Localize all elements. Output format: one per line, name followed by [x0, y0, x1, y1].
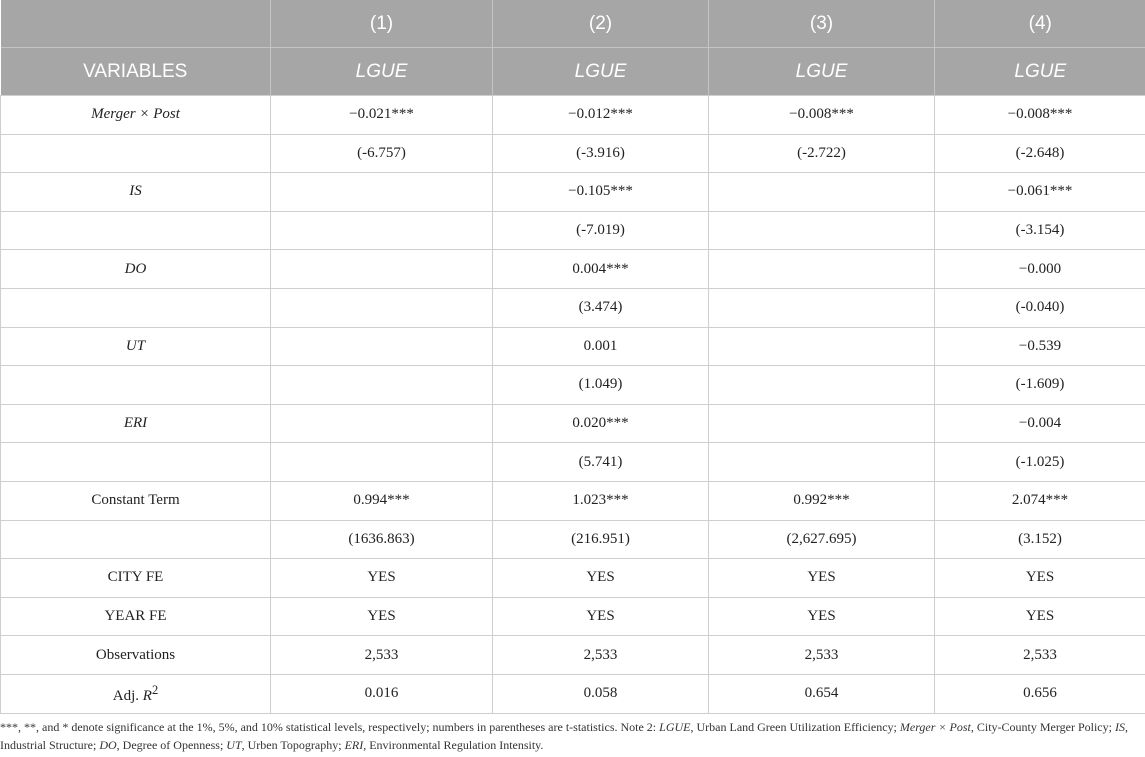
header-row-model-numbers	[1, 0, 1145, 48]
table-cell: YES	[271, 559, 493, 598]
table-cell: −0.008***	[935, 96, 1145, 135]
table-cell: (-1.609)	[935, 366, 1145, 405]
table-cell: −0.004	[935, 404, 1145, 443]
table-cell: 2,533	[935, 636, 1145, 675]
table-cell: −0.061***	[935, 173, 1145, 212]
note-text: , Degree of Openness;	[116, 738, 227, 752]
variables-label: VARIABLES	[1, 48, 271, 96]
table-cell	[709, 366, 935, 405]
dependent-variable-1: LGUE	[271, 48, 493, 96]
table-cell: −0.105***	[493, 173, 709, 212]
table-row	[1, 520, 1145, 559]
note-term: IS	[1114, 720, 1125, 734]
adj-r2-prefix: Adj.	[112, 687, 143, 704]
table-cell	[709, 288, 935, 327]
table-cell: (-6.757)	[271, 134, 493, 173]
note-term: Merger × Post	[899, 720, 971, 734]
row-label	[1, 520, 271, 559]
table-cell: (-2.648)	[935, 134, 1145, 173]
table-cell: YES	[935, 559, 1145, 598]
dependent-variable-2: LGUE	[493, 48, 709, 96]
row-label: DO	[1, 250, 271, 289]
header-row-dependent-variables	[1, 48, 1145, 96]
table-cell: YES	[493, 559, 709, 598]
table-row	[1, 96, 1145, 135]
table-cell: (-3.154)	[935, 211, 1145, 250]
table-cell	[271, 366, 493, 405]
adj-r2-superscript: 2	[151, 682, 159, 697]
table-cell	[271, 173, 493, 212]
table-row	[1, 173, 1145, 212]
table-cell	[271, 327, 493, 366]
note-text: ***, **, and * denote significance at the 1%, 5%, and 10% statistical levels, respectively; numbers in parentheses are t-statistics. Note 2:	[0, 720, 660, 734]
table-cell: 2,533	[271, 636, 493, 675]
table-cell	[709, 443, 935, 482]
table-cell	[709, 327, 935, 366]
row-label	[1, 366, 271, 405]
table-cell: −0.539	[935, 327, 1145, 366]
column-number-1: (1)	[271, 0, 493, 48]
table-cell: (1636.863)	[271, 520, 493, 559]
table-cell: YES	[493, 597, 709, 636]
header-empty-cell	[1, 0, 271, 48]
table-cell: −0.000	[935, 250, 1145, 289]
table-cell: (3.474)	[493, 288, 709, 327]
table-row	[1, 481, 1145, 520]
table-cell: (-0.040)	[935, 288, 1145, 327]
table-cell: (5.741)	[493, 443, 709, 482]
table-cell	[271, 443, 493, 482]
table-row	[1, 559, 1145, 598]
row-label	[1, 211, 271, 250]
table-cell	[271, 211, 493, 250]
table-cell: −0.012***	[493, 96, 709, 135]
table-cell: 0.992***	[709, 481, 935, 520]
table-row	[1, 211, 1145, 250]
table-cell	[709, 211, 935, 250]
row-label: Observations	[1, 636, 271, 675]
table-cell	[709, 250, 935, 289]
table-cell: (-3.916)	[493, 134, 709, 173]
table-cell: 0.020***	[493, 404, 709, 443]
table-cell: 0.058	[493, 674, 709, 713]
table-cell: YES	[709, 597, 935, 636]
row-label: IS	[1, 173, 271, 212]
table-row	[1, 366, 1145, 405]
table-row	[1, 250, 1145, 289]
table-cell: 0.994***	[271, 481, 493, 520]
row-label	[1, 443, 271, 482]
table-cell: YES	[271, 597, 493, 636]
note-text: , Urban Land Green Utilization Efficiency;	[690, 720, 900, 734]
table-cell: (3.152)	[935, 520, 1145, 559]
table-cell: 2.074***	[935, 481, 1145, 520]
note-term: UT	[226, 738, 242, 752]
table-cell: (216.951)	[493, 520, 709, 559]
table-cell	[271, 404, 493, 443]
table-cell: 0.656	[935, 674, 1145, 713]
note-term: LGUE	[659, 720, 691, 734]
table-cell	[271, 250, 493, 289]
row-label	[1, 288, 271, 327]
column-number-2: (2)	[493, 0, 709, 48]
table-cell	[271, 288, 493, 327]
table-row	[1, 134, 1145, 173]
row-label: ERI	[1, 404, 271, 443]
note-term: DO	[99, 738, 117, 752]
table-row	[1, 443, 1145, 482]
table-cell: (2,627.695)	[709, 520, 935, 559]
table-cell: 0.654	[709, 674, 935, 713]
note-text: , Environmental Regulation Intensity.	[363, 738, 544, 752]
table-cell: 0.004***	[493, 250, 709, 289]
table-row	[1, 597, 1145, 636]
table-body	[1, 96, 1145, 714]
row-label: Merger × Post	[1, 96, 271, 135]
row-label	[1, 134, 271, 173]
table-row-adj-r2	[1, 674, 1145, 713]
dependent-variable-4: LGUE	[935, 48, 1145, 96]
note-term: ERI	[344, 738, 364, 752]
row-label: YEAR FE	[1, 597, 271, 636]
table-row	[1, 327, 1145, 366]
table-cell: 0.001	[493, 327, 709, 366]
column-number-3: (3)	[709, 0, 935, 48]
row-label: Constant Term	[1, 481, 271, 520]
note-text: , Industrial Structure;	[0, 720, 1128, 752]
table-header	[1, 0, 1145, 96]
table-cell: YES	[709, 559, 935, 598]
table-footnote	[0, 718, 1140, 754]
note-text: , Urben Topography;	[241, 738, 345, 752]
table-cell: (-2.722)	[709, 134, 935, 173]
table-cell: (1.049)	[493, 366, 709, 405]
table-cell: −0.021***	[271, 96, 493, 135]
column-number-4: (4)	[935, 0, 1145, 48]
table-cell: 0.016	[271, 674, 493, 713]
dependent-variable-3: LGUE	[709, 48, 935, 96]
table-cell	[709, 404, 935, 443]
note-text: , City-County Merger Policy;	[970, 720, 1115, 734]
table-cell: 2,533	[709, 636, 935, 675]
table-row	[1, 636, 1145, 675]
table-cell	[709, 173, 935, 212]
table-row	[1, 288, 1145, 327]
table-row	[1, 404, 1145, 443]
row-label	[1, 674, 271, 713]
row-label: CITY FE	[1, 559, 271, 598]
table-cell: 2,533	[493, 636, 709, 675]
table-cell: (-7.019)	[493, 211, 709, 250]
table-cell: −0.008***	[709, 96, 935, 135]
row-label: UT	[1, 327, 271, 366]
adj-r2-symbol: R	[142, 687, 152, 704]
table-cell: 1.023***	[493, 481, 709, 520]
table-cell: YES	[935, 597, 1145, 636]
table-cell: (-1.025)	[935, 443, 1145, 482]
